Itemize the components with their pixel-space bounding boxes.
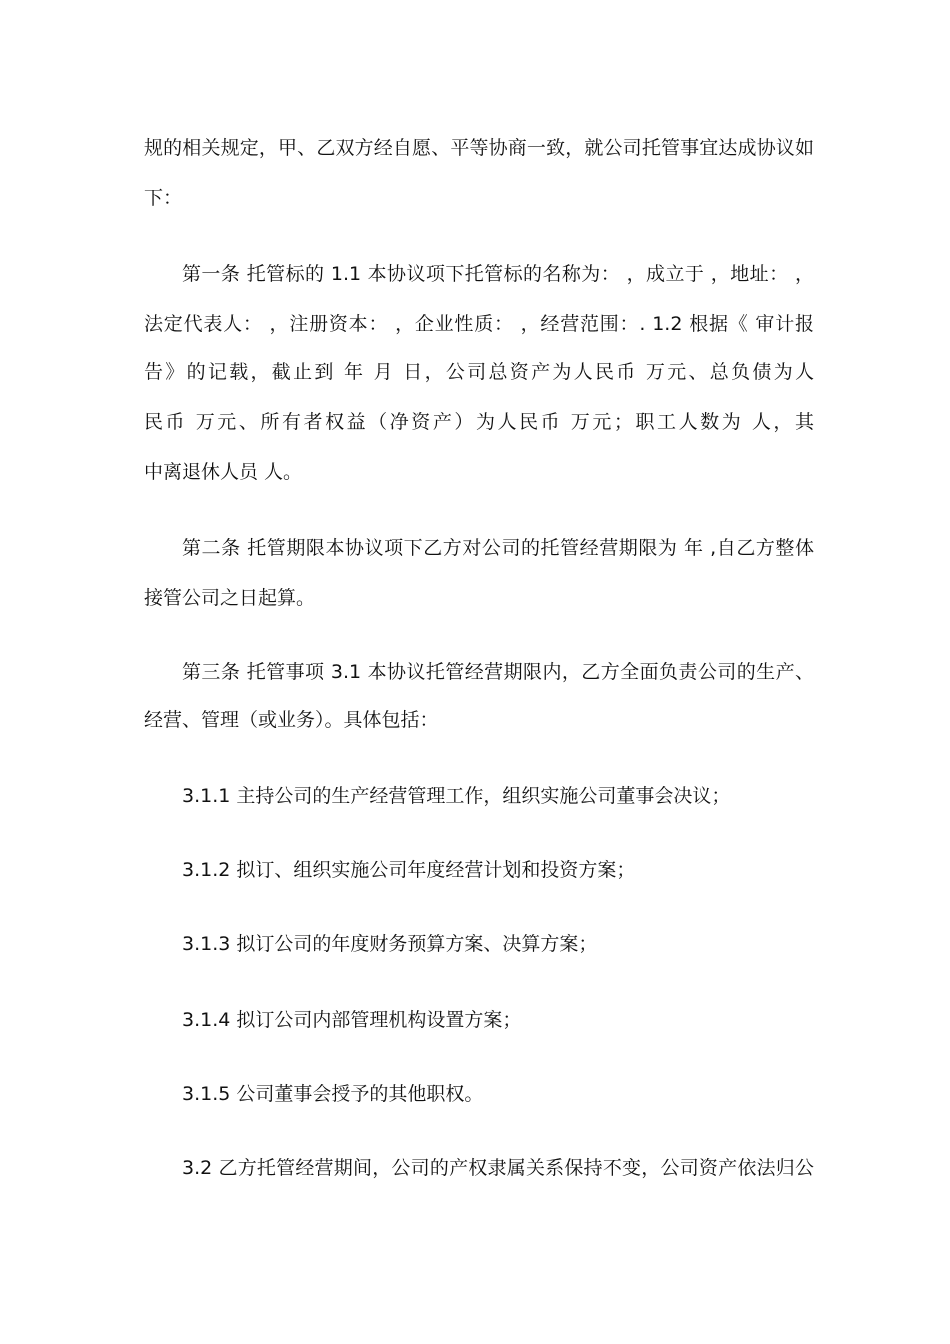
clause-3-2-line: 3.2 乙方托管经营期间，公司的产权隶属关系保持不变，公司资产依法归公 xyxy=(182,1157,814,1179)
article-1-heading-line: 第一条 托管标的 1.1 本协议项下托管标的名称为： ，成立于 ，地址： ， xyxy=(182,263,814,285)
list-item: 3.1.1 主持公司的生产经营管理工作，组织实施公司董事会决议； xyxy=(182,785,731,807)
list-item: 3.1.2 拟订、组织实施公司年度经营计划和投资方案； xyxy=(182,859,636,881)
text-line: 民币 万元、所有者权益（净资产）为人民币 万元；职工人数为 人，其 xyxy=(144,411,814,433)
text-line: 法定代表人： ，注册资本： ，企业性质： ，经营范围：. 1.2 根据《 审计报 xyxy=(144,313,814,335)
text-line: 下： xyxy=(144,187,183,209)
text-line: 接管公司之日起算。 xyxy=(144,587,316,609)
text-line: 告》的记载，截止到 年 月 日，公司总资产为人民币 万元、总负债为人 xyxy=(144,361,814,383)
text-line: 规的相关规定，甲、乙双方经自愿、平等协商一致，就公司托管事宜达成协议如 xyxy=(144,137,814,159)
article-3-heading-line: 第三条 托管事项 3.1 本协议托管经营期限内，乙方全面负责公司的生产、 xyxy=(182,661,814,683)
list-item: 3.1.3 拟订公司的年度财务预算方案、决算方案； xyxy=(182,933,598,955)
text-line: 中离退休人员 人。 xyxy=(144,461,303,483)
list-item: 3.1.4 拟订公司内部管理机构设置方案； xyxy=(182,1009,522,1031)
article-2-heading-line: 第二条 托管期限本协议项下乙方对公司的托管经营期限为 年 ,自乙方整体 xyxy=(182,537,814,559)
list-item: 3.1.5 公司董事会授予的其他职权。 xyxy=(182,1083,484,1105)
text-line: 经营、管理（或业务）。具体包括： xyxy=(144,709,439,731)
